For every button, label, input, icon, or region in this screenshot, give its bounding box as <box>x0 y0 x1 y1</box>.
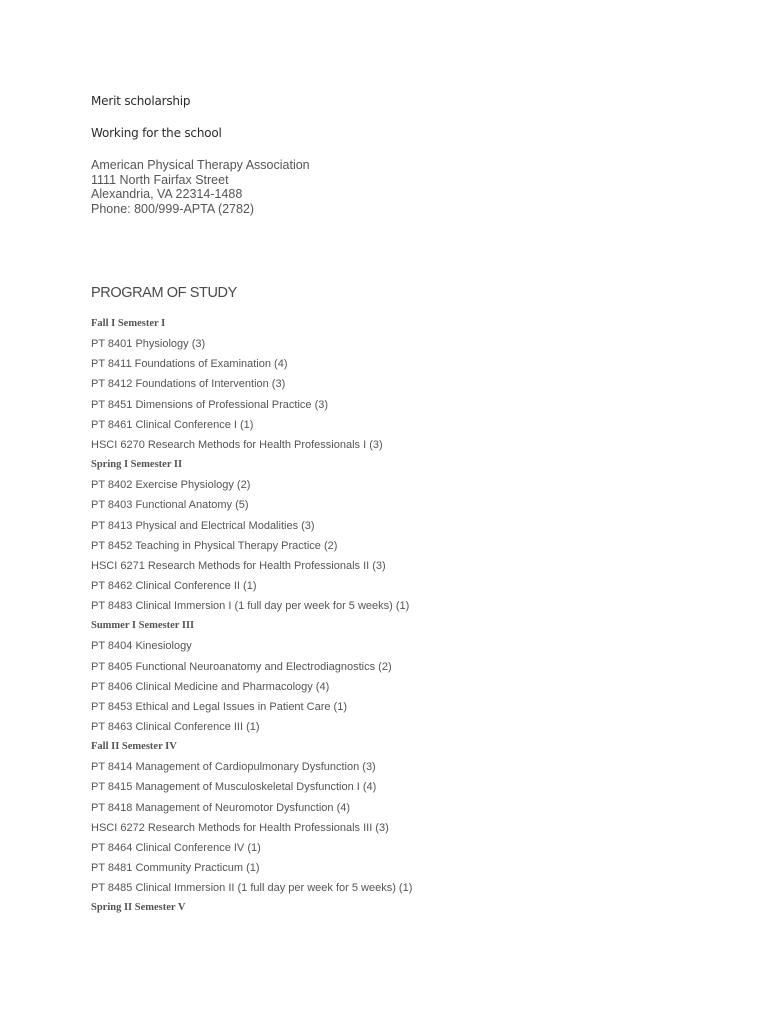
course-item: PT 8413 Physical and Electrical Modalities (3) <box>91 519 315 532</box>
course-item: PT 8453 Ethical and Legal Issues in Patient Care (1) <box>91 700 348 713</box>
course-item: PT 8401 Physiology (3) <box>91 338 206 351</box>
program-of-study-title: PROGRAM OF STUDY <box>91 285 237 301</box>
course-item: PT 8461 Clinical Conference I (1) <box>91 418 254 431</box>
course-item: HSCI 6270 Research Methods for Health Professionals I (3) <box>91 438 383 451</box>
course-item: PT 8415 Management of Musculoskeletal Dysfunction I (4) <box>91 781 377 794</box>
course-item: PT 8418 Management of Neuromotor Dysfunction (4) <box>91 801 351 814</box>
course-item: PT 8405 Functional Neuroanatomy and Electrodiagnostics (2) <box>91 660 392 673</box>
course-item: PT 8451 Dimensions of Professional Practice (3) <box>91 398 329 411</box>
course-item: PT 8411 Foundations of Examination (4) <box>91 358 288 371</box>
address-org: American Physical Therapy Association <box>91 158 310 172</box>
course-item: PT 8412 Foundations of Intervention (3) <box>91 378 286 391</box>
course-item: PT 8406 Clinical Medicine and Pharmacology (4) <box>91 680 330 693</box>
working-for-school-note: Working for the school <box>91 126 222 140</box>
apta-address-block <box>91 158 310 216</box>
semester-heading: Summer I Semester III <box>91 620 195 632</box>
address-phone: Phone: 800/999-APTA (2782) <box>91 201 255 216</box>
address-street: 1111 North Fairfax Street <box>91 172 229 187</box>
course-item: PT 8404 Kinesiology <box>91 640 192 653</box>
semester-heading: Spring II Semester V <box>91 902 186 914</box>
course-item: PT 8485 Clinical Immersion II (1 full day per week for 5 weeks) (1) <box>91 882 413 895</box>
course-item: HSCI 6271 Research Methods for Health Professionals II (3) <box>91 559 386 572</box>
course-item: PT 8403 Functional Anatomy (5) <box>91 499 249 512</box>
course-item: HSCI 6272 Research Methods for Health Professionals III (3) <box>91 821 389 834</box>
course-item: PT 8462 Clinical Conference II (1) <box>91 579 257 592</box>
course-item: PT 8463 Clinical Conference III (1) <box>91 721 260 733</box>
course-item: PT 8483 Clinical Immersion I (1 full day per week for 5 weeks) (1) <box>91 600 410 613</box>
address-city: Alexandria, VA 22314-1488 <box>91 187 243 202</box>
course-item: PT 8452 Teaching in Physical Therapy Practice (2) <box>91 539 338 552</box>
course-item: PT 8464 Clinical Conference IV (1) <box>91 841 261 854</box>
semester-heading: Spring I Semester II <box>91 459 183 471</box>
semester-heading: Fall II Semester IV <box>91 741 177 753</box>
course-item: PT 8402 Exercise Physiology (2) <box>91 479 251 492</box>
course-item: PT 8414 Management of Cardiopulmonary Dysfunction (3) <box>91 761 376 774</box>
course-item: PT 8481 Community Practicum (1) <box>91 862 260 875</box>
semester-heading: Fall I Semester I <box>91 318 166 329</box>
merit-scholarship-note: Merit scholarship <box>91 94 191 108</box>
